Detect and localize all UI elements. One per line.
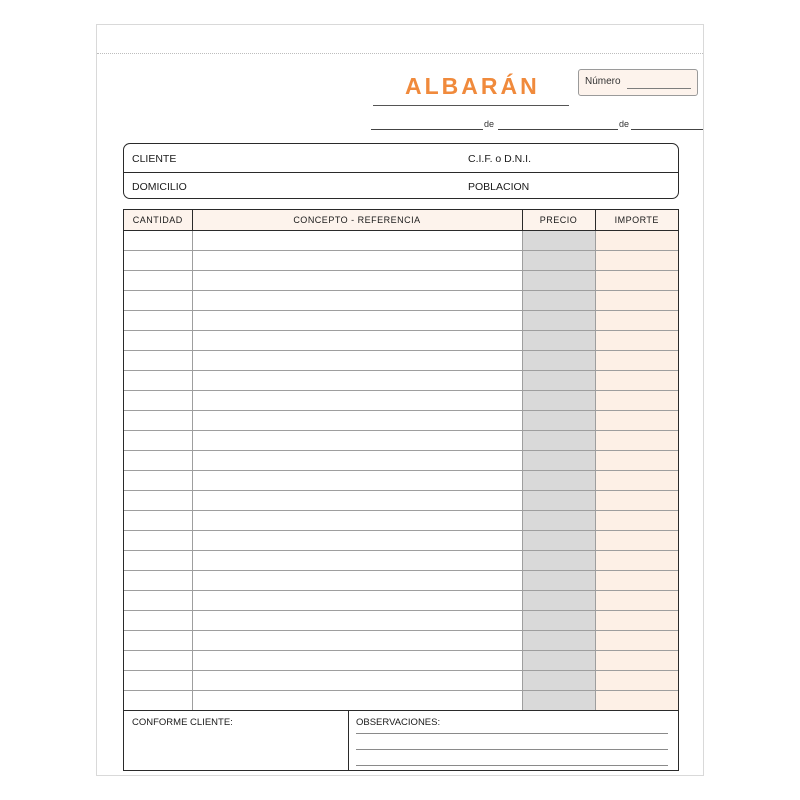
- cell-concepto[interactable]: [192, 271, 522, 291]
- table-row[interactable]: [124, 591, 678, 611]
- cell-precio[interactable]: [522, 431, 595, 451]
- cell-importe[interactable]: [595, 531, 678, 551]
- cell-precio[interactable]: [522, 651, 595, 671]
- cell-importe[interactable]: [595, 471, 678, 491]
- numero-write-line: [627, 88, 691, 89]
- client-divider: [124, 172, 678, 173]
- table-row[interactable]: [124, 331, 678, 351]
- cell-concepto[interactable]: [192, 611, 522, 631]
- cell-concepto[interactable]: [192, 691, 522, 711]
- footer-block: [123, 711, 679, 771]
- cell-importe[interactable]: [595, 331, 678, 351]
- table-row[interactable]: [124, 571, 678, 591]
- footer-divider: [348, 711, 349, 770]
- table-row[interactable]: [124, 311, 678, 331]
- cell-cantidad[interactable]: [124, 671, 192, 691]
- cell-importe[interactable]: [595, 631, 678, 651]
- cell-importe[interactable]: [595, 311, 678, 331]
- cell-importe[interactable]: [595, 511, 678, 531]
- cell-importe[interactable]: [595, 691, 678, 711]
- date-day-line[interactable]: [371, 129, 483, 130]
- cell-concepto[interactable]: [192, 311, 522, 331]
- cell-cantidad[interactable]: [124, 311, 192, 331]
- cell-concepto[interactable]: [192, 491, 522, 511]
- cell-cantidad[interactable]: [124, 611, 192, 631]
- cell-cantidad[interactable]: [124, 251, 192, 271]
- title-row: [123, 65, 679, 111]
- cell-concepto[interactable]: [192, 631, 522, 651]
- header-concepto: CONCEPTO - REFERENCIA: [192, 210, 522, 231]
- cell-cantidad[interactable]: [124, 471, 192, 491]
- cell-importe[interactable]: [595, 591, 678, 611]
- cell-precio[interactable]: [522, 571, 595, 591]
- cell-cantidad[interactable]: [124, 411, 192, 431]
- table-row[interactable]: [124, 231, 678, 251]
- cell-importe[interactable]: [595, 231, 678, 251]
- cell-importe[interactable]: [595, 571, 678, 591]
- cell-concepto[interactable]: [192, 331, 522, 351]
- table-header-row: [124, 210, 678, 231]
- cell-precio[interactable]: [522, 451, 595, 471]
- table-row[interactable]: [124, 691, 678, 711]
- table-row[interactable]: [124, 431, 678, 451]
- cell-cantidad[interactable]: [124, 271, 192, 291]
- cell-concepto[interactable]: [192, 571, 522, 591]
- cell-precio[interactable]: [522, 591, 595, 611]
- cell-importe[interactable]: [595, 351, 678, 371]
- cell-precio[interactable]: [522, 531, 595, 551]
- table-row[interactable]: [124, 671, 678, 691]
- cell-precio[interactable]: [522, 391, 595, 411]
- cell-importe[interactable]: [595, 451, 678, 471]
- cell-concepto[interactable]: [192, 671, 522, 691]
- cell-importe[interactable]: [595, 391, 678, 411]
- conforme-cliente-label: CONFORME CLIENTE:: [132, 717, 233, 728]
- observaciones-line-3[interactable]: [356, 765, 668, 766]
- cell-cantidad[interactable]: [124, 371, 192, 391]
- table-row[interactable]: [124, 491, 678, 511]
- cell-cantidad[interactable]: [124, 391, 192, 411]
- table-row[interactable]: [124, 511, 678, 531]
- items-table: [124, 210, 678, 710]
- title-underline: [373, 105, 569, 106]
- cell-precio[interactable]: [522, 371, 595, 391]
- cell-precio[interactable]: [522, 251, 595, 271]
- cell-precio[interactable]: [522, 271, 595, 291]
- table-row[interactable]: [124, 631, 678, 651]
- cell-precio[interactable]: [522, 231, 595, 251]
- header-precio: PRECIO: [522, 210, 595, 231]
- cif-label: C.I.F. o D.N.I.: [468, 153, 532, 165]
- cell-cantidad[interactable]: [124, 511, 192, 531]
- cell-precio[interactable]: [522, 351, 595, 371]
- cell-concepto[interactable]: [192, 351, 522, 371]
- table-row[interactable]: [124, 611, 678, 631]
- date-month-line[interactable]: [498, 129, 618, 130]
- cell-concepto[interactable]: [192, 511, 522, 531]
- observaciones-line-2[interactable]: [356, 749, 668, 750]
- cliente-label: CLIENTE: [132, 153, 177, 165]
- observaciones-line-1[interactable]: [356, 733, 668, 734]
- table-row[interactable]: [124, 351, 678, 371]
- cell-concepto[interactable]: [192, 251, 522, 271]
- cell-importe[interactable]: [595, 671, 678, 691]
- cell-concepto[interactable]: [192, 291, 522, 311]
- numero-field[interactable]: [578, 69, 698, 96]
- table-row[interactable]: [124, 471, 678, 491]
- items-table-wrapper: [123, 209, 679, 711]
- poblacion-label: POBLACION: [468, 181, 530, 193]
- cell-cantidad[interactable]: [124, 651, 192, 671]
- table-row[interactable]: [124, 371, 678, 391]
- cell-concepto[interactable]: [192, 651, 522, 671]
- cell-concepto[interactable]: [192, 531, 522, 551]
- cell-precio[interactable]: [522, 411, 595, 431]
- cell-importe[interactable]: [595, 251, 678, 271]
- items-table-body: [124, 231, 678, 711]
- cell-cantidad[interactable]: [124, 351, 192, 371]
- table-row[interactable]: [124, 451, 678, 471]
- table-row[interactable]: [124, 411, 678, 431]
- date-de-2: de: [619, 119, 630, 129]
- cell-concepto[interactable]: [192, 231, 522, 251]
- cell-cantidad[interactable]: [124, 491, 192, 511]
- cell-cantidad[interactable]: [124, 291, 192, 311]
- cell-concepto[interactable]: [192, 451, 522, 471]
- cell-precio[interactable]: [522, 691, 595, 711]
- cell-importe[interactable]: [595, 291, 678, 311]
- cell-concepto[interactable]: [192, 371, 522, 391]
- cell-importe[interactable]: [595, 491, 678, 511]
- table-row[interactable]: [124, 291, 678, 311]
- cell-concepto[interactable]: [192, 431, 522, 451]
- perforation-line: [97, 53, 703, 54]
- cell-cantidad[interactable]: [124, 551, 192, 571]
- table-row[interactable]: [124, 251, 678, 271]
- cell-precio[interactable]: [522, 511, 595, 531]
- cell-cantidad[interactable]: [124, 531, 192, 551]
- cell-precio[interactable]: [522, 311, 595, 331]
- observaciones-label: OBSERVACIONES:: [356, 717, 441, 728]
- cell-importe[interactable]: [595, 431, 678, 451]
- document-sheet: [96, 24, 704, 776]
- date-row: [123, 113, 679, 137]
- cell-importe[interactable]: [595, 651, 678, 671]
- cell-precio[interactable]: [522, 491, 595, 511]
- client-block: [123, 143, 679, 199]
- cell-importe[interactable]: [595, 611, 678, 631]
- table-row[interactable]: [124, 531, 678, 551]
- cell-precio[interactable]: [522, 331, 595, 351]
- cell-importe[interactable]: [595, 551, 678, 571]
- cell-cantidad[interactable]: [124, 571, 192, 591]
- table-row[interactable]: [124, 271, 678, 291]
- cell-concepto[interactable]: [192, 411, 522, 431]
- date-year-line[interactable]: [631, 129, 703, 130]
- cell-importe[interactable]: [595, 411, 678, 431]
- cell-concepto[interactable]: [192, 391, 522, 411]
- cell-precio[interactable]: [522, 611, 595, 631]
- numero-label: Número: [585, 76, 621, 87]
- cell-precio[interactable]: [522, 471, 595, 491]
- cell-cantidad[interactable]: [124, 691, 192, 711]
- cell-cantidad[interactable]: [124, 431, 192, 451]
- cell-concepto[interactable]: [192, 591, 522, 611]
- cell-precio[interactable]: [522, 551, 595, 571]
- header-importe: IMPORTE: [595, 210, 678, 231]
- cell-cantidad[interactable]: [124, 451, 192, 471]
- table-row[interactable]: [124, 651, 678, 671]
- cell-importe[interactable]: [595, 271, 678, 291]
- cell-cantidad[interactable]: [124, 231, 192, 251]
- cell-importe[interactable]: [595, 371, 678, 391]
- table-row[interactable]: [124, 391, 678, 411]
- cell-precio[interactable]: [522, 671, 595, 691]
- cell-cantidad[interactable]: [124, 331, 192, 351]
- domicilio-label: DOMICILIO: [132, 181, 187, 193]
- date-de-1: de: [484, 119, 495, 129]
- cell-precio[interactable]: [522, 631, 595, 651]
- page-title: ALBARÁN: [405, 73, 540, 99]
- document-content: [123, 65, 679, 771]
- cell-precio[interactable]: [522, 291, 595, 311]
- cell-cantidad[interactable]: [124, 631, 192, 651]
- cell-cantidad[interactable]: [124, 591, 192, 611]
- cell-concepto[interactable]: [192, 471, 522, 491]
- header-cantidad: CANTIDAD: [124, 210, 192, 231]
- cell-concepto[interactable]: [192, 551, 522, 571]
- table-row[interactable]: [124, 551, 678, 571]
